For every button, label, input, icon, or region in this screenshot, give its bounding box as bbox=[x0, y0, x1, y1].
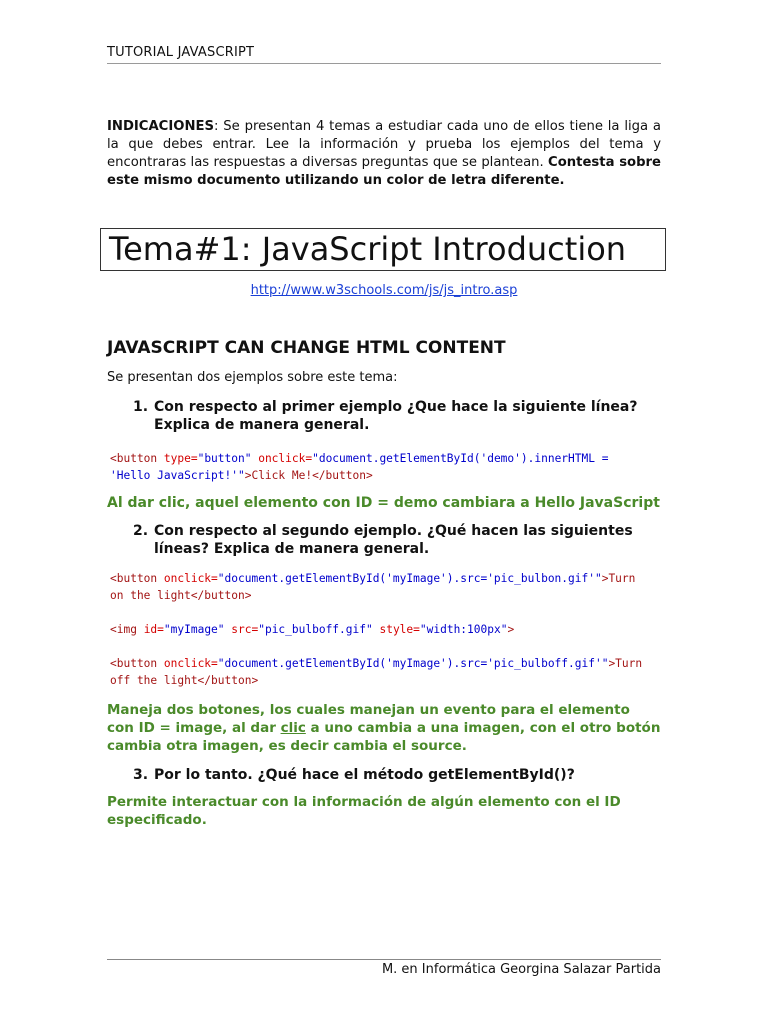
question-1 bbox=[133, 398, 653, 434]
code-token: >Click Me!</button> bbox=[244, 469, 373, 482]
code-token: style= bbox=[372, 623, 420, 636]
question-2 bbox=[133, 522, 653, 558]
page-footer: M. en Informática Georgina Salazar Partida bbox=[381, 962, 661, 977]
code-token: "pic_bulboff.gif" bbox=[258, 623, 373, 636]
code-token: <img bbox=[110, 623, 137, 636]
code-token: <button bbox=[110, 657, 158, 670]
code-token: onclick= bbox=[157, 657, 218, 670]
code-token: "button" bbox=[197, 452, 252, 465]
footer-divider bbox=[107, 959, 661, 960]
code-token: on the light</button> bbox=[110, 589, 252, 602]
code-token: >Turn bbox=[608, 657, 643, 670]
question-3-text: Por lo tanto. ¿Qué hace el método getElementById()? bbox=[154, 767, 575, 783]
answer-2 bbox=[107, 701, 661, 755]
code-token: "width:100px" bbox=[419, 623, 508, 636]
instructions-label: INDICACIONES bbox=[107, 119, 215, 134]
question-2-number: 2. bbox=[133, 523, 149, 539]
code-token: > bbox=[507, 623, 515, 636]
tutorial-link[interactable]: http://www.w3schools.com/js/js_intro.asp bbox=[250, 283, 518, 298]
question-3-number: 3. bbox=[133, 767, 149, 783]
code-token: off the light</button> bbox=[110, 674, 259, 687]
instructions-text: : Se presentan 4 temas a estudiar cada uno de ellos tiene la liga a la que debes entrar. Lee la información y prueba los ejemplos del tema y encontraras las respuestas a diversas preguntas que se plantean. bbox=[107, 119, 661, 170]
code-token: type= bbox=[157, 452, 198, 465]
code-token: onclick= bbox=[251, 452, 313, 465]
answer-2-after: a uno cambia a una imagen, con el otro botón cambia otra imagen, es decir cambia el source. bbox=[107, 720, 661, 754]
code-token: >Turn bbox=[601, 572, 636, 585]
code-token: id= bbox=[136, 623, 164, 636]
code-token: onclick= bbox=[157, 572, 218, 585]
instructions-bold-end: Contesta sobre este mismo documento utilizando un color de letra diferente. bbox=[107, 155, 661, 188]
page-header: TUTORIAL JAVASCRIPT bbox=[107, 45, 661, 64]
code-token: src= bbox=[224, 623, 259, 636]
code-token: <button bbox=[110, 572, 158, 585]
code-token: "document.getElementById('myImage').src='pic_bulbon.gif'" bbox=[217, 572, 602, 585]
code-token: 'Hello JavaScript!'" bbox=[110, 469, 245, 482]
tema-title: Tema#1: JavaScript Introduction bbox=[100, 228, 666, 271]
question-3 bbox=[133, 766, 653, 784]
instructions-paragraph bbox=[107, 118, 661, 190]
answer-2-before: Maneja dos botones, los cuales manejan un evento para el elemento con ID = image, al dar bbox=[107, 702, 630, 736]
answer-1: Al dar clic, aquel elemento con ID = demo cambiara a Hello JavaScript bbox=[107, 495, 660, 511]
question-1-number: 1. bbox=[133, 399, 149, 415]
question-2-text: Con respecto al segundo ejemplo. ¿Qué hacen las siguientes líneas? Explica de manera general. bbox=[154, 523, 633, 557]
code-block-1 bbox=[110, 450, 670, 484]
code-token: "document.getElementById('myImage').src='pic_bulboff.gif'" bbox=[217, 657, 609, 670]
question-1-text: Con respecto al primer ejemplo ¿Que hace la siguiente línea? Explica de manera general. bbox=[154, 399, 638, 433]
answer-2-clic: clic bbox=[280, 720, 306, 736]
code-token: "myImage" bbox=[163, 623, 225, 636]
section-heading: JAVASCRIPT CAN CHANGE HTML CONTENT bbox=[107, 338, 506, 358]
answer-3: Permite interactuar con la información de algún elemento con el ID especificado. bbox=[107, 794, 621, 828]
code-token: "document.getElementById('demo').innerHTML = bbox=[312, 452, 609, 465]
code-block-2 bbox=[110, 570, 670, 689]
intro-text: Se presentan dos ejemplos sobre este tema: bbox=[107, 370, 398, 385]
code-token: <button bbox=[110, 452, 158, 465]
